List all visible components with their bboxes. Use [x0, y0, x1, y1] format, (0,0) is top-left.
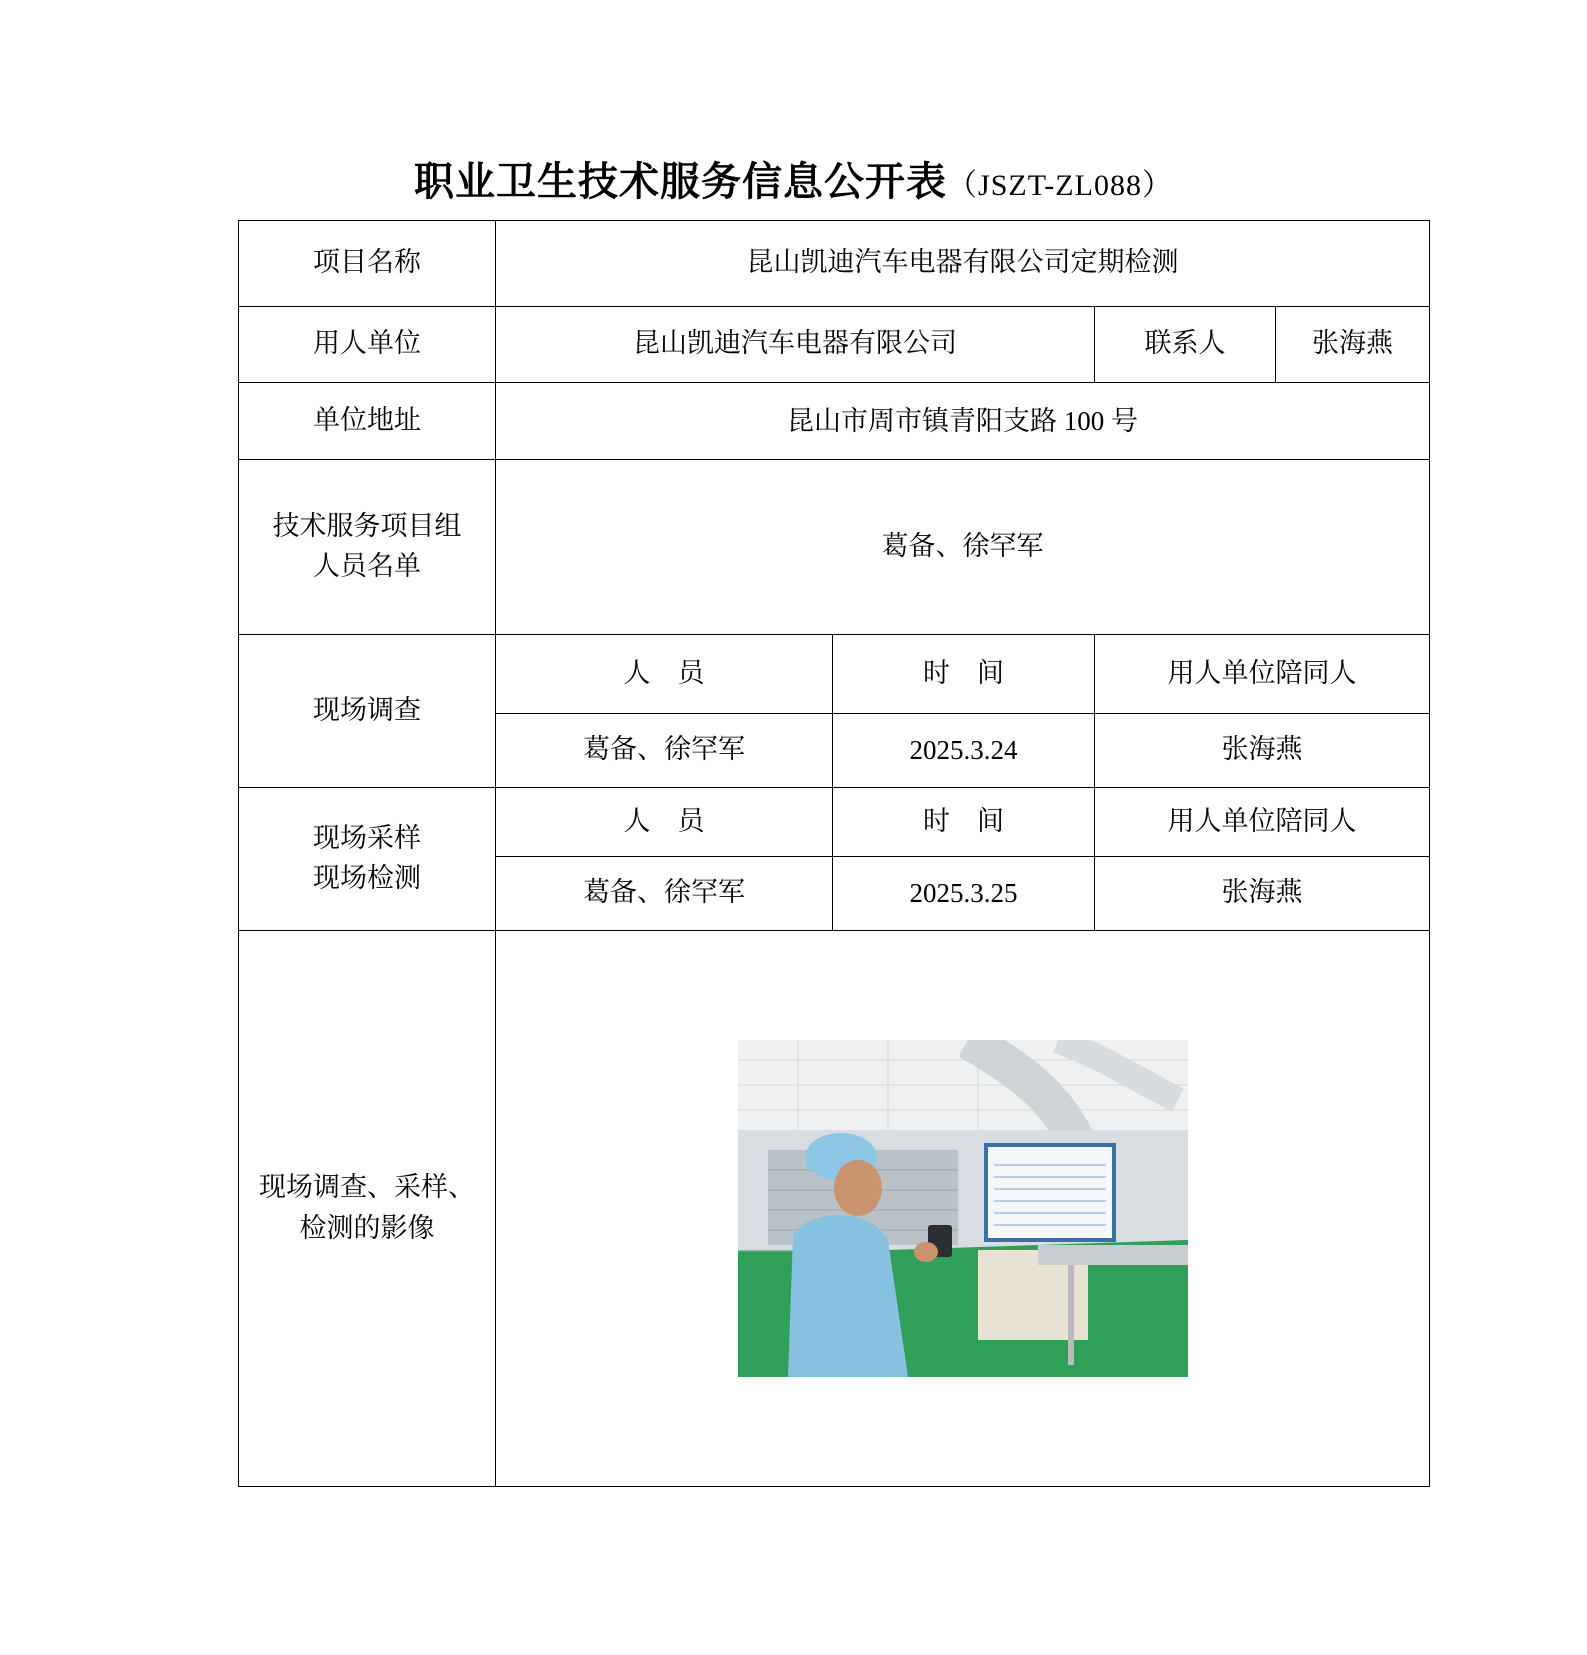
table-row	[239, 383, 1430, 460]
project-name-label: 项目名称	[239, 221, 496, 307]
survey-header-time: 时 间	[833, 635, 1095, 714]
sampling-person: 葛备、徐罕军	[496, 857, 833, 931]
table-row	[239, 221, 1430, 307]
table-row	[239, 460, 1430, 635]
sampling-label-line1: 现场采样	[313, 822, 421, 854]
sampling-label	[239, 788, 496, 931]
sampling-label-line2: 现场检测	[313, 863, 421, 894]
survey-label: 现场调查	[239, 635, 496, 788]
images-label	[239, 931, 496, 1487]
survey-date: 2025.3.24	[833, 714, 1095, 788]
page-title	[0, 150, 1587, 207]
contact-value: 张海燕	[1276, 307, 1430, 383]
table-row	[239, 931, 1430, 1487]
sampling-date: 2025.3.25	[833, 857, 1095, 931]
images-label-line2: 检测的影像	[299, 1212, 435, 1244]
team-label	[239, 460, 496, 635]
project-name-value: 昆山凯迪汽车电器有限公司定期检测	[496, 221, 1430, 307]
survey-header-person: 人 员	[496, 635, 833, 714]
info-table	[238, 220, 1430, 1487]
address-value: 昆山市周市镇青阳支路 100 号	[496, 383, 1430, 460]
sampling-header-person: 人 员	[496, 788, 833, 857]
images-cell	[496, 931, 1430, 1487]
contact-label: 联系人	[1095, 307, 1276, 383]
site-photo	[738, 1040, 1188, 1377]
sampling-header-time: 时 间	[833, 788, 1095, 857]
survey-escort: 张海燕	[1095, 714, 1430, 788]
sampling-header-escort: 用人单位陪同人	[1095, 788, 1430, 857]
table-row	[239, 635, 1430, 714]
address-label: 单位地址	[239, 383, 496, 460]
survey-header-escort: 用人单位陪同人	[1095, 635, 1430, 714]
table-row	[239, 788, 1430, 857]
sampling-escort: 张海燕	[1095, 857, 1430, 931]
survey-person: 葛备、徐罕军	[496, 714, 833, 788]
employer-value: 昆山凯迪汽车电器有限公司	[496, 307, 1095, 383]
site-photo-illustration	[738, 1040, 1188, 1377]
team-value: 葛备、徐罕军	[496, 460, 1430, 635]
employer-label: 用人单位	[239, 307, 496, 383]
title-main: 职业卫生技术服务信息公开表	[414, 158, 948, 205]
title-code: （JSZT-ZL088）	[947, 169, 1173, 202]
team-label-line1: 技术服务项目组	[272, 510, 462, 542]
images-label-line1: 现场调查、采样、	[259, 1172, 475, 1203]
table-row	[239, 307, 1430, 383]
team-label-line2: 人员名单	[313, 551, 421, 582]
